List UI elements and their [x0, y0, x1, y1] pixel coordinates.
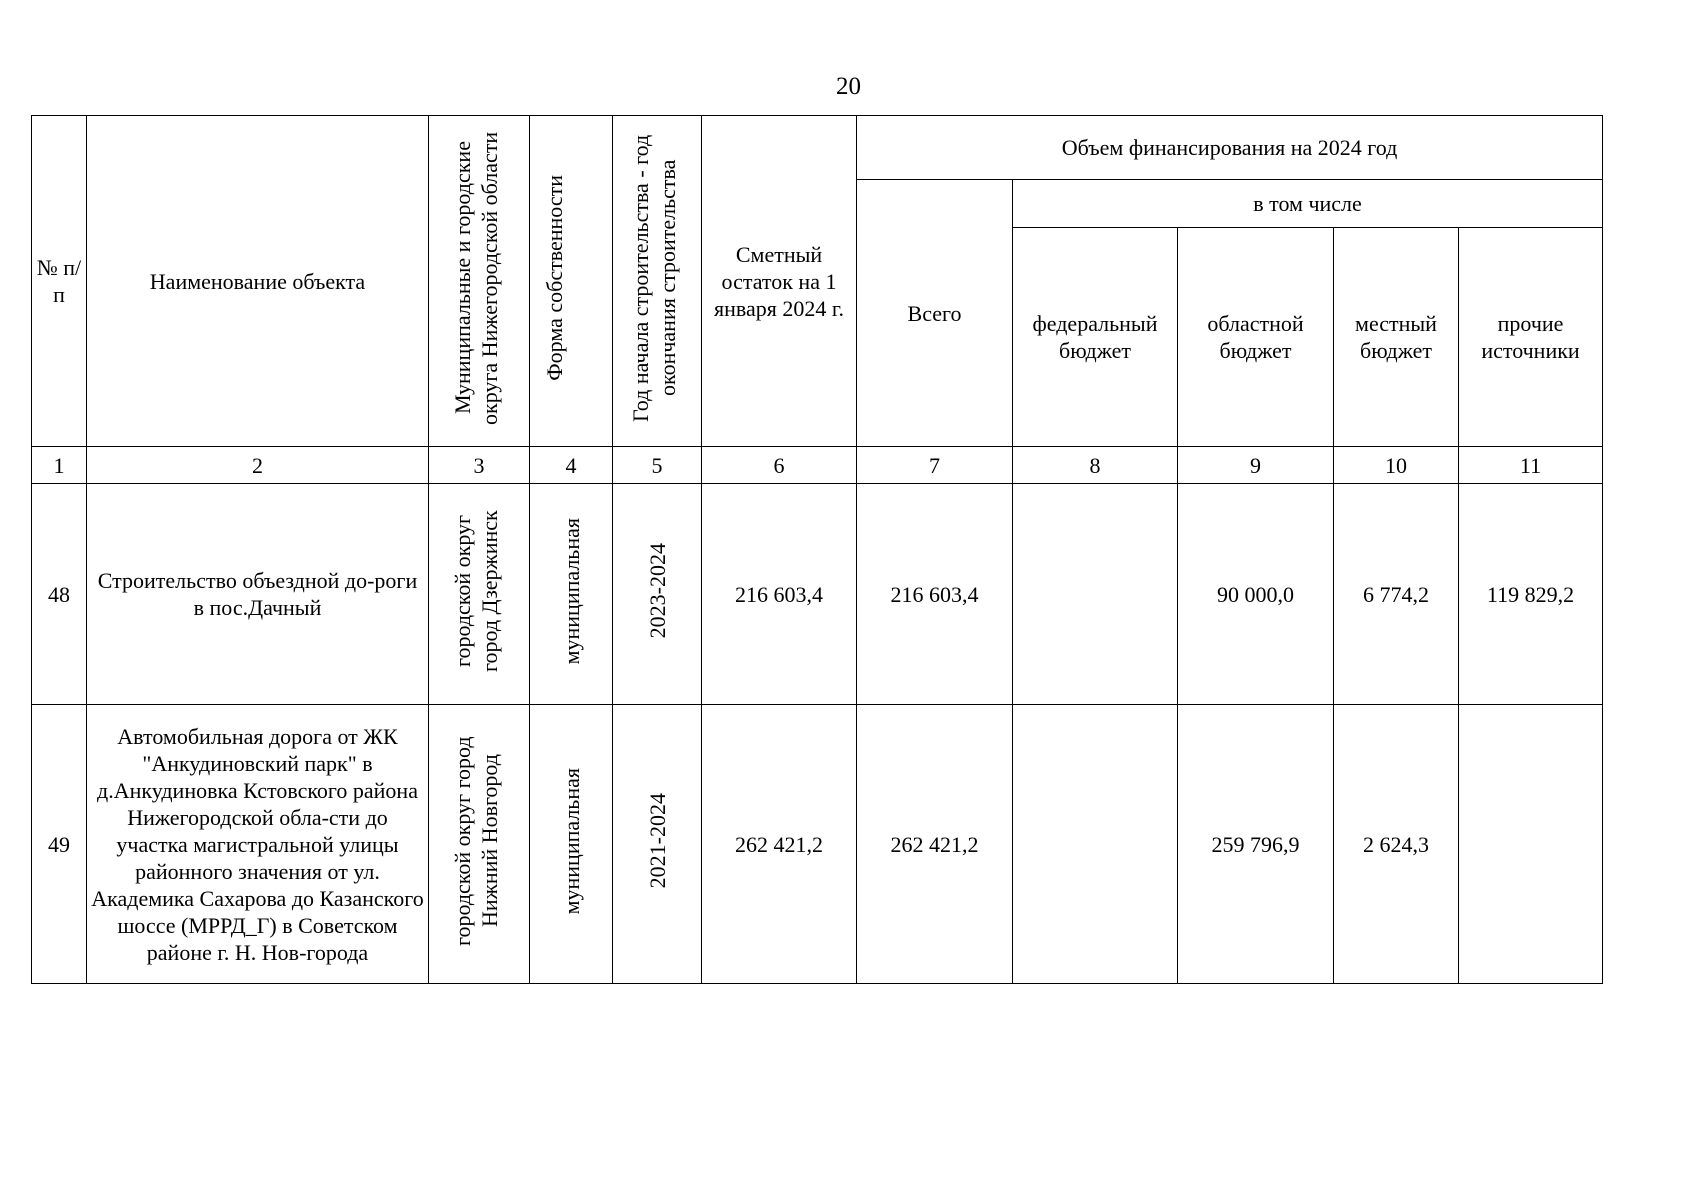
header-regional: областной бюджет	[1178, 228, 1334, 447]
column-number: 6	[702, 447, 857, 484]
row-ownership-text: муниципальная	[558, 517, 584, 665]
header-including: в том числе	[1013, 180, 1603, 228]
row-regional: 259 796,9	[1178, 705, 1334, 984]
financing-table	[31, 115, 1603, 984]
row-municipal	[429, 484, 530, 705]
row-municipal	[429, 705, 530, 984]
page-number: 20	[836, 73, 861, 100]
row-name: Автомобильная дорога от ЖК "Анкудиновский парк" в д.Анкудиновка Кстовского района Нижегородской обла-сти до участка магистральной улицы районного значения от ул. Академика Сахарова до Казанского шоссе (МРРД_Г) в Советском районе г. Н. Нов-города	[87, 705, 429, 984]
header-name: Наименование объекта	[87, 116, 429, 447]
column-number: 10	[1334, 447, 1459, 484]
column-number-row	[32, 447, 1603, 484]
header-municipal	[429, 116, 530, 447]
column-number: 3	[429, 447, 530, 484]
header-num: № п/п	[32, 116, 87, 447]
row-balance: 262 421,2	[702, 705, 857, 984]
header-federal: федеральный бюджет	[1013, 228, 1178, 447]
row-total: 216 603,4	[857, 484, 1013, 705]
header-years-text: Год начала строительства - год окончания строительства	[628, 134, 680, 422]
header-total: Всего	[857, 180, 1013, 447]
row-years-text: 2023-2024	[644, 543, 670, 639]
column-number: 9	[1178, 447, 1334, 484]
table-row	[32, 705, 1603, 984]
column-number: 2	[87, 447, 429, 484]
column-number: 1	[32, 447, 87, 484]
row-ownership	[530, 705, 613, 984]
header-ownership-text: Форма собственности	[542, 175, 567, 381]
column-number: 4	[530, 447, 613, 484]
header-local: местный бюджет	[1334, 228, 1459, 447]
row-name: Строительство объездной до-роги в пос.Дачный	[87, 484, 429, 705]
row-ownership-text: муниципальная	[558, 767, 584, 915]
row-municipal-text: городской округ город Нижний Новгород	[450, 736, 502, 946]
row-other: 119 829,2	[1459, 484, 1603, 705]
row-local: 6 774,2	[1334, 484, 1459, 705]
row-num: 48	[32, 484, 87, 705]
row-total: 262 421,2	[857, 705, 1013, 984]
table-row	[32, 484, 1603, 705]
row-municipal-text: городской округ город Дзержинск	[450, 510, 502, 672]
row-federal	[1013, 705, 1178, 984]
header-municipal-text: Муниципальные и городские округа Нижегородской области	[450, 131, 502, 425]
header-years	[613, 116, 702, 447]
row-regional: 90 000,0	[1178, 484, 1334, 705]
row-balance: 216 603,4	[702, 484, 857, 705]
header-ownership	[530, 116, 613, 447]
row-federal	[1013, 484, 1178, 705]
row-ownership	[530, 484, 613, 705]
column-number: 7	[857, 447, 1013, 484]
header-other: прочие источники	[1459, 228, 1603, 447]
row-years	[613, 484, 702, 705]
column-number: 5	[613, 447, 702, 484]
row-other	[1459, 705, 1603, 984]
row-years-text: 2021-2024	[644, 793, 670, 889]
column-number: 11	[1459, 447, 1603, 484]
row-years	[613, 705, 702, 984]
row-local: 2 624,3	[1334, 705, 1459, 984]
column-number: 8	[1013, 447, 1178, 484]
header-balance: Сметный остаток на 1 января 2024 г.	[702, 116, 857, 447]
header-funding: Объем финансирования на 2024 год	[857, 116, 1603, 180]
row-num: 49	[32, 705, 87, 984]
header-row-1	[32, 116, 1603, 180]
